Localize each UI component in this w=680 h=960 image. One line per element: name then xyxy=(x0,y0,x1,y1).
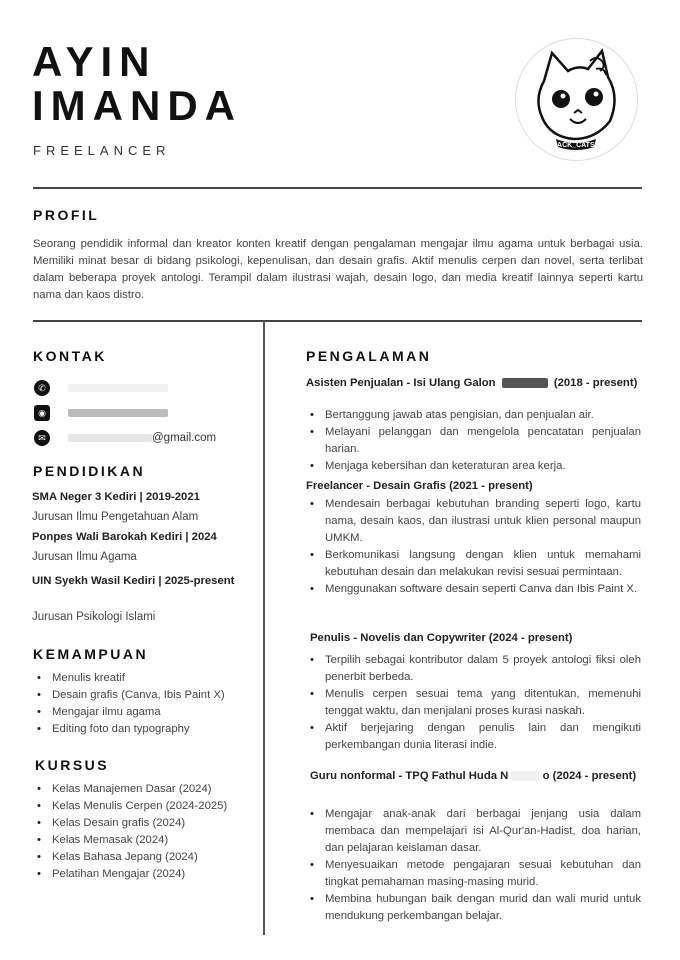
list-item: • Menjaga kebersihan dan keteraturan area kerja. xyxy=(325,458,641,475)
redacted-instagram xyxy=(68,409,168,417)
contact-email xyxy=(34,428,216,448)
job-bullets xyxy=(325,806,641,925)
instagram-icon: ◉ xyxy=(34,405,50,421)
education-title: SMA Neger 3 Kediri | 2019-2021 xyxy=(32,491,200,503)
redacted-phone xyxy=(68,384,168,392)
redacted-name xyxy=(502,378,548,388)
redacted-name xyxy=(511,771,539,781)
education-sub: Jurusan Ilmu Agama xyxy=(32,551,137,563)
job-title-text: Asisten Penjualan - Isi Ulang Galon xyxy=(306,377,496,389)
job-bullets xyxy=(325,407,641,475)
contact-heading: KONTAK xyxy=(33,348,107,364)
profile-text: Seorang pendidik informal dan kreator konten kreatif dengan pengalaman mengajar ilmu agama untuk berbagai usia. Memiliki minat besar di bidang psikologi, kepenulisan, dan desain grafis. Aktif menulis cerpen dan novel, serta terlibat dalam beberapa proyek antologi. Terampil dalam ilustrasi wajah, desain logo, dan media kreatif lainnya seperti kartu nama dan kaos distro. xyxy=(33,238,643,301)
list-item: • Menyesuaikan metode pengajaran sesuai kebutuhan dan tingkat pemahaman masing-masing murid. xyxy=(325,857,641,891)
job-title: Penulis - Novelis dan Copywriter (2024 - present) xyxy=(310,632,573,644)
job-period: o (2024 - present) xyxy=(542,770,637,782)
list-item: • Mengajar anak-anak dari berbagai jenjang usia dalam membaca dan mempelajari isi Al-Qur'an-Hadist, doa harian, dan pelajaran keislaman dasar. xyxy=(325,806,641,857)
list-item: • Mendesain berbagai kebutuhan branding seperti logo, kartu nama, desain kaos, dan ilustrasi untuk klien personal maupun UMKM. xyxy=(325,496,641,547)
courses-list xyxy=(32,781,257,883)
skills-list xyxy=(32,670,257,738)
skills-heading: KEMAMPUAN xyxy=(33,646,149,662)
job-period: (2018 - present) xyxy=(553,377,638,389)
job-title: Freelancer - Desain Grafis (2021 - present) xyxy=(306,480,533,492)
profile-heading: PROFIL xyxy=(33,207,100,223)
list-item: • Desain grafis (Canva, Ibis Paint X) xyxy=(32,687,257,704)
job-title: FREELANCER xyxy=(33,143,171,158)
job-bullets xyxy=(325,652,641,754)
list-item: • Melayani pelanggan dan mengelola pencatatan penjualan harian. xyxy=(325,424,641,458)
list-item: • Kelas Memasak (2024) xyxy=(32,832,257,849)
list-item: • Menulis cerpen sesuai tema yang ditentukan, memenuhi tenggat waktu, dan menjalani proses kurasi naskah. xyxy=(325,686,641,720)
list-item: • Kelas Desain grafis (2024) xyxy=(32,815,257,832)
list-item: • Kelas Menulis Cerpen (2024-2025) xyxy=(32,798,257,815)
list-item: • Membina hubungan baik dengan murid dan wali murid untuk mendukung perkembangan belajar. xyxy=(325,891,641,925)
last-name: IMANDA xyxy=(32,82,242,129)
phone-icon: ✆ xyxy=(34,380,50,396)
list-item: • Terpilih sebagai kontributor dalam 5 proyek antologi fiksi oleh penerbit berbeda. xyxy=(325,652,641,686)
list-item: • Menggunakan software desain seperti Canva dan Ibis Paint X. xyxy=(325,581,641,598)
list-item: • Menulis kreatif xyxy=(32,670,257,687)
contact-phone xyxy=(34,378,168,398)
education-sub: Jurusan Psikologi Islami xyxy=(32,611,156,623)
education-sub: Jurusan Ilmu Pengetahuan Alam xyxy=(32,511,199,523)
email-suffix: @gmail.com xyxy=(152,432,217,444)
first-name: AYIN xyxy=(32,38,157,85)
column-divider xyxy=(263,321,265,935)
education-title: UIN Syekh Wasil Kediri | 2025-present xyxy=(32,575,235,587)
list-item: • Kelas Manajemen Dasar (2024) xyxy=(32,781,257,798)
list-item: • Bertanggung jawab atas pengisian, dan penjualan air. xyxy=(325,407,641,424)
avatar-logo xyxy=(516,39,637,160)
list-item: • Editing foto dan typography xyxy=(32,721,257,738)
experience-heading: PENGALAMAN xyxy=(306,348,432,364)
redacted-email xyxy=(68,434,152,442)
cat-logo-icon xyxy=(516,39,637,160)
email-icon: ✉ xyxy=(34,430,50,446)
list-item: • Pelatihan Mengajar (2024) xyxy=(32,866,257,883)
courses-heading: KURSUS xyxy=(35,757,110,773)
list-item: • Mengajar ilmu agama xyxy=(32,704,257,721)
job-bullets xyxy=(325,496,641,598)
header-divider xyxy=(33,187,642,189)
list-item: • Aktif berjejaring dengan penulis lain dan mengikuti perkembangan dunia literasi indie. xyxy=(325,720,641,754)
contact-instagram xyxy=(34,403,168,423)
list-item: • Berkomunikasi langsung dengan klien untuk memahami kebutuhan desain dan melakukan revisi sesuai permintaan. xyxy=(325,547,641,581)
list-item: • Kelas Bahasa Jepang (2024) xyxy=(32,849,257,866)
job-title xyxy=(310,768,642,785)
logo-text: BLACK_CATS364 xyxy=(547,142,607,149)
job-title-text: Guru nonformal - TPQ Fathul Huda N xyxy=(310,770,509,782)
education-heading: PENDIDIKAN xyxy=(33,463,146,479)
profile-divider xyxy=(33,320,642,322)
job-title xyxy=(306,375,642,392)
education-title: Ponpes Wali Barokah Kediri | 2024 xyxy=(32,531,217,543)
